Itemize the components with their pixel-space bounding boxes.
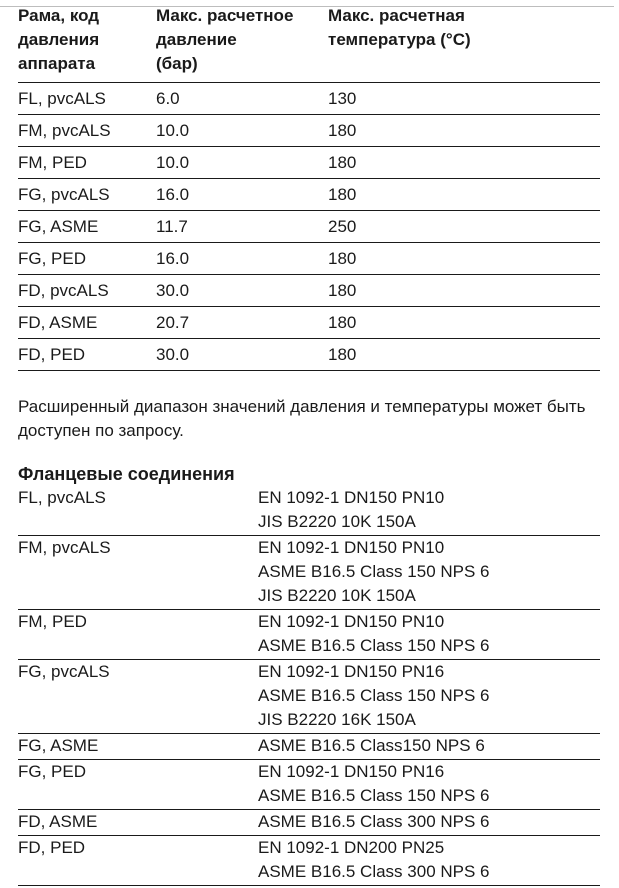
table-row <box>18 760 600 810</box>
flange-frame-code: FD, ASME <box>18 810 258 836</box>
table-row <box>18 179 600 211</box>
cell-frame-code: FL, pvcALS <box>18 83 156 115</box>
cell-max-pressure: 10.0 <box>156 115 328 147</box>
header-max-temperature: Макс. расчетная температура (°C) <box>328 4 600 83</box>
design-limits-table <box>18 4 600 371</box>
flange-standard: ASME B16.5 Class 300 NPS 6 <box>258 862 490 881</box>
table-row <box>18 275 600 307</box>
flange-connection-list <box>258 610 600 660</box>
cell-max-temperature: 180 <box>328 179 600 211</box>
table-row <box>18 211 600 243</box>
cell-frame-code: FD, pvcALS <box>18 275 156 307</box>
table-row <box>18 307 600 339</box>
flange-standard: EN 1092-1 DN150 PN10 <box>258 488 445 507</box>
cell-max-pressure: 30.0 <box>156 275 328 307</box>
table-row <box>18 115 600 147</box>
flange-standard: ASME B16.5 Class150 NPS 6 <box>258 736 485 755</box>
table-row <box>18 243 600 275</box>
cell-frame-code: FM, PED <box>18 147 156 179</box>
design-limits-body <box>18 83 600 371</box>
flange-connection-list <box>258 660 600 734</box>
flange-standard: ASME B16.5 Class 150 NPS 6 <box>258 562 490 581</box>
flange-frame-code: FD, PED <box>18 836 258 886</box>
flange-frame-code: FM, pvcALS <box>18 536 258 610</box>
flange-standard: EN 1092-1 DN150 PN10 <box>258 612 445 631</box>
cell-max-temperature: 180 <box>328 339 600 371</box>
table-row <box>18 83 600 115</box>
flange-connection-list <box>258 836 600 886</box>
table-row <box>18 810 600 836</box>
flange-standard: EN 1092-1 DN150 PN16 <box>258 762 445 781</box>
cell-max-pressure: 10.0 <box>156 147 328 179</box>
flange-standard: JIS B2220 10K 150A <box>258 512 416 531</box>
cell-frame-code: FG, PED <box>18 243 156 275</box>
cell-max-temperature: 180 <box>328 275 600 307</box>
flange-standard: JIS B2220 16K 150A <box>258 710 416 729</box>
flange-standard: ASME B16.5 Class 150 NPS 6 <box>258 636 490 655</box>
flange-connection-list <box>258 760 600 810</box>
flange-frame-code: FM, PED <box>18 610 258 660</box>
flange-standard: ASME B16.5 Class 150 NPS 6 <box>258 786 490 805</box>
header-frame-code: Рама, код давления аппарата <box>18 4 156 83</box>
flange-frame-code: FG, ASME <box>18 734 258 760</box>
cell-frame-code: FD, ASME <box>18 307 156 339</box>
cell-max-temperature: 130 <box>328 83 600 115</box>
table-row <box>18 836 600 886</box>
flange-frame-code: FL, pvcALS <box>18 486 258 536</box>
cell-frame-code: FM, pvcALS <box>18 115 156 147</box>
cell-max-temperature: 180 <box>328 307 600 339</box>
flange-connections-table <box>18 486 600 886</box>
table-row <box>18 610 600 660</box>
table-row <box>18 536 600 610</box>
document-page <box>18 0 614 886</box>
flange-connection-list <box>258 810 600 836</box>
flange-standard: EN 1092-1 DN150 PN16 <box>258 662 445 681</box>
cell-max-pressure: 30.0 <box>156 339 328 371</box>
table-header-row <box>18 4 600 83</box>
flanges-section-title: Фланцевые соединения <box>18 464 235 484</box>
cell-max-pressure: 16.0 <box>156 243 328 275</box>
flange-frame-code: FG, PED <box>18 760 258 810</box>
table-row <box>18 660 600 734</box>
flange-frame-code: FG, pvcALS <box>18 660 258 734</box>
table-row <box>18 339 600 371</box>
cell-max-pressure: 6.0 <box>156 83 328 115</box>
flange-standard: JIS B2220 10K 150A <box>258 586 416 605</box>
flange-connection-list <box>258 486 600 536</box>
cell-max-pressure: 20.7 <box>156 307 328 339</box>
cell-frame-code: FG, ASME <box>18 211 156 243</box>
flange-standard: EN 1092-1 DN150 PN10 <box>258 538 445 557</box>
table-row <box>18 486 600 536</box>
cell-max-pressure: 16.0 <box>156 179 328 211</box>
flange-connection-list <box>258 734 600 760</box>
cell-max-temperature: 180 <box>328 147 600 179</box>
cell-max-temperature: 180 <box>328 243 600 275</box>
flange-connections-body <box>18 486 600 886</box>
cell-max-temperature: 180 <box>328 115 600 147</box>
extended-range-note: Расширенный диапазон значений давления и температуры может быть доступен по запросу. <box>18 397 586 440</box>
cell-max-pressure: 11.7 <box>156 211 328 243</box>
flange-standard: EN 1092-1 DN200 PN25 <box>258 838 445 857</box>
cell-frame-code: FG, pvcALS <box>18 179 156 211</box>
header-max-pressure: Макс. расчетное давление (бар) <box>156 4 328 83</box>
table-row <box>18 734 600 760</box>
flange-standard: ASME B16.5 Class 300 NPS 6 <box>258 812 490 831</box>
flange-standard: ASME B16.5 Class 150 NPS 6 <box>258 686 490 705</box>
table-row <box>18 147 600 179</box>
cell-max-temperature: 250 <box>328 211 600 243</box>
flange-connection-list <box>258 536 600 610</box>
cell-frame-code: FD, PED <box>18 339 156 371</box>
